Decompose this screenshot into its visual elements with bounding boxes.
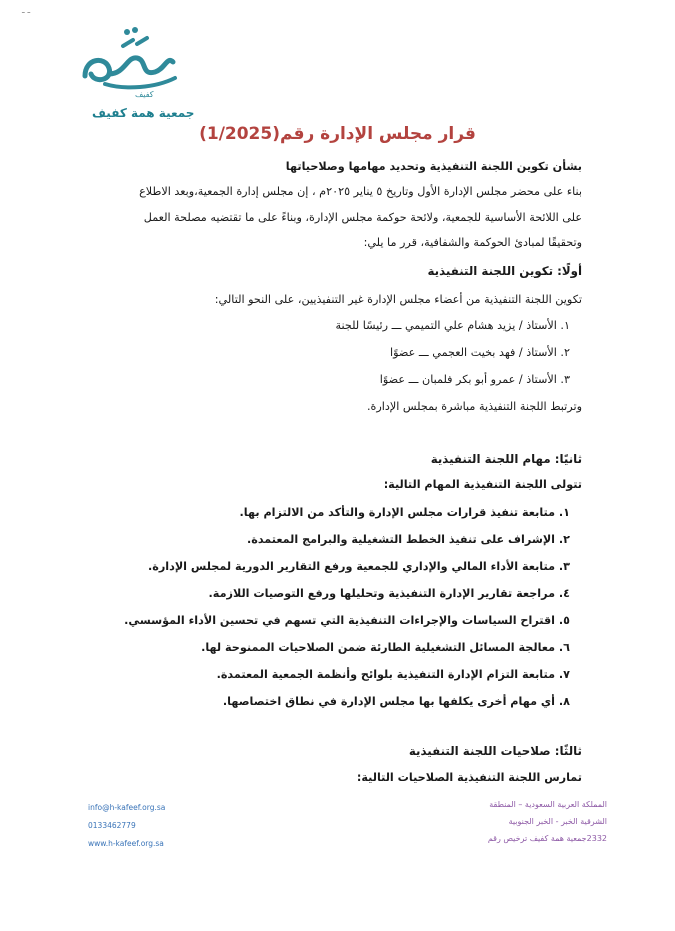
subject-line: بشأن تكوين اللجنة التنفيذية وتحديد مهامها وصلاحياتها [285, 160, 582, 173]
task-item: ٦. معالجة المسائل التشغيلية الطارئة ضمن الصلاحيات الممنوحة لها. [201, 641, 570, 654]
member-item: ٢. الأستاذ / فهد بخيت العجمي ـــ عضوًا [390, 346, 570, 359]
section-heading-tasks: ثانيًا: مهام اللجنة التنفيذية [430, 452, 582, 466]
task-item: ٣. متابعة الأداء المالي والإداري للجمعية ورفع التقارير الدورية لمجلس الإدارة. [147, 560, 570, 573]
document-title: قرار مجلس الإدارة رقم(1/2025) [199, 124, 476, 144]
task-item: ٢. الإشراف على تنفيذ الخطط التشغيلية والبرامج المعتمدة. [246, 533, 570, 546]
footer-phone[interactable]: 0133462779 [88, 821, 136, 830]
task-item: ٥. اقتراح السياسات والإجراءات التنفيذية التي تسهم في تحسين الأداء المؤسسي. [124, 614, 570, 627]
scan-mark: ـ ـ [22, 6, 31, 16]
section-lead: تتولى اللجنة التنفيذية المهام التالية: [383, 478, 582, 491]
footer-address-line: 2332جمعية همة كفيف ترخيص رقم [487, 834, 607, 843]
task-item: ١. متابعة تنفيذ قرارات مجلس الإدارة والتأكد من الالتزام بها. [239, 506, 570, 519]
footer-address-line: الشرقية الخبر - الخبر الجنوبية [508, 817, 607, 826]
intro-line: وتحقيقًا لمبادئ الحوكمة والشفافية، قرر ما يلي: [363, 236, 582, 249]
footer-email[interactable]: info@h-kafeef.org.sa [88, 803, 166, 812]
logo-subtext: كفيف [135, 90, 154, 99]
section-closing: وترتبط اللجنة التنفيذية مباشرة بمجلس الإدارة. [366, 400, 582, 413]
task-item: ٨. أي مهام أخرى يكلفها بها مجلس الإدارة في نطاق اختصاصها. [222, 695, 570, 708]
footer-website[interactable]: www.h-kafeef.org.sa [88, 839, 164, 848]
section-lead: تمارس اللجنة التنفيذية الصلاحيات التالية: [356, 771, 582, 784]
organization-name: جمعية همة كفيف [92, 106, 195, 120]
intro-line: بناء على محضر مجلس الإدارة الأول وتاريخ ٥ يناير ٢٠٢٥م ، إن مجلس إدارة الجمعية،وبعد الاطلاع [139, 185, 582, 198]
task-item: ٧. متابعة التزام الإدارة التنفيذية بلوائح وأنظمة الجمعية المعتمدة. [216, 668, 570, 681]
section-heading-formation: أولًا: تكوين اللجنة التنفيذية [427, 264, 582, 278]
task-item: ٤. مراجعة تقارير الإدارة التنفيذية وتحليلها ورفع التوصيات اللازمة. [208, 587, 570, 600]
member-item: ١. الأستاذ / يزيد هشام علي التميمي ـــ رئيسًا للجنة [335, 319, 570, 332]
footer-address-line: المملكة العربية السعودية – المنطقة [489, 800, 607, 809]
section-lead: تكوين اللجنة التنفيذية من أعضاء مجلس الإدارة غير التنفيذيين، على النحو التالي: [214, 293, 582, 306]
member-item: ٣. الأستاذ / عمرو أبو بكر فلمبان ـــ عضوًا [379, 373, 570, 386]
section-heading-powers: ثالثًا: صلاحيات اللجنة التنفيذية [408, 744, 582, 758]
intro-line: على اللائحة الأساسية للجمعية، ولائحة حوكمة مجلس الإدارة، وبناءً على ما تقتضيه مصلحة العمل [143, 211, 582, 224]
logo-icon [75, 18, 185, 98]
